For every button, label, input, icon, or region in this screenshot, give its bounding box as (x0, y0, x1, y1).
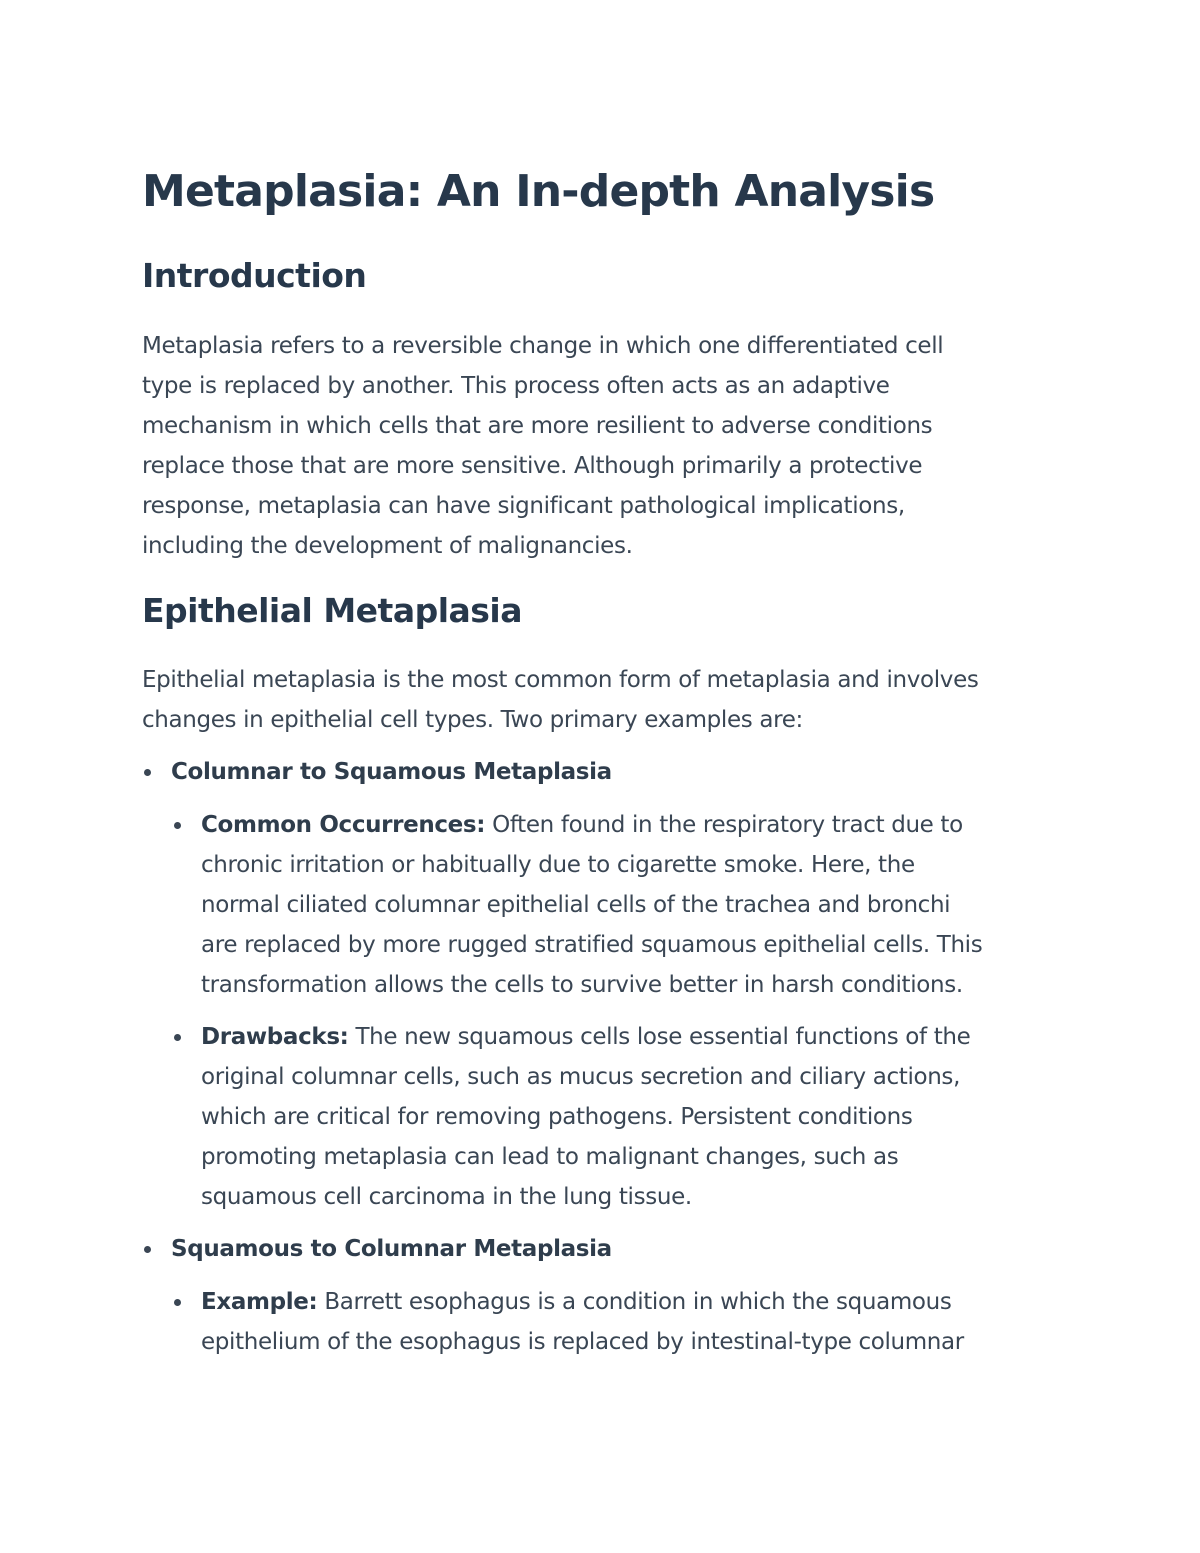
paragraph-line: Metaplasia refers to a reversible change in which one differentiated cell (142, 333, 944, 359)
sub-item-text: Often found in the respiratory tract due to (485, 812, 963, 838)
list-item-columnar-to-squamous (171, 752, 612, 792)
paragraph-line: type is replaced by another. This process often acts as an adaptive (142, 373, 890, 399)
sub-item-line: normal ciliated columnar epithelial cells of the trachea and bronchi (201, 892, 951, 918)
bullet-icon (174, 1299, 181, 1306)
list-item-title: Squamous to Columnar Metaplasia (171, 1236, 612, 1262)
section-heading-epithelial-metaplasia: Epithelial Metaplasia (142, 591, 523, 630)
sub-item-line: epithelium of the esophagus is replaced by intestinal-type columnar (201, 1329, 964, 1355)
intro-paragraph (142, 326, 1062, 566)
sub-item-line: are replaced by more rugged stratified squamous epithelial cells. This (201, 932, 983, 958)
sub-item-line: chronic irritation or habitually due to cigarette smoke. Here, the (201, 852, 915, 878)
sub-item-line: squamous cell carcinoma in the lung tissue. (201, 1184, 692, 1210)
sub-item-text: Barrett esophagus is a condition in which the squamous (317, 1289, 952, 1315)
paragraph-line: changes in epithelial cell types. Two primary examples are: (142, 707, 803, 733)
sub-list-item-drawbacks (201, 1017, 970, 1217)
paragraph-line: including the development of malignancies. (142, 533, 633, 559)
sub-list-item-example (201, 1282, 964, 1362)
sub-item-text: The new squamous cells lose essential functions of the (348, 1024, 971, 1050)
bullet-icon (144, 769, 151, 776)
bullet-icon (174, 1034, 181, 1041)
document-title: Metaplasia: An In-depth Analysis (142, 166, 935, 217)
sub-item-label: Example: (201, 1289, 318, 1315)
sub-item-line: promoting metaplasia can lead to malignant changes, such as (201, 1144, 899, 1170)
sub-list-item-common-occurrences (201, 805, 982, 1005)
list-item-squamous-to-columnar (171, 1229, 612, 1269)
sub-item-line: original columnar cells, such as mucus secretion and ciliary actions, (201, 1064, 961, 1090)
bullet-icon (144, 1246, 151, 1253)
paragraph-line: mechanism in which cells that are more resilient to adverse conditions (142, 413, 933, 439)
section-heading-introduction: Introduction (142, 256, 367, 295)
sub-item-label: Common Occurrences: (201, 812, 486, 838)
paragraph-line: replace those that are more sensitive. Although primarily a protective (142, 453, 923, 479)
sub-item-line: transformation allows the cells to survive better in harsh conditions. (201, 972, 963, 998)
epithelial-paragraph (142, 660, 1062, 740)
sub-item-line: which are critical for removing pathogens. Persistent conditions (201, 1104, 913, 1130)
list-item-title: Columnar to Squamous Metaplasia (171, 759, 612, 785)
bullet-icon (174, 822, 181, 829)
paragraph-line: Epithelial metaplasia is the most common form of metaplasia and involves (142, 667, 979, 693)
paragraph-line: response, metaplasia can have significant pathological implications, (142, 493, 905, 519)
sub-item-label: Drawbacks: (201, 1024, 349, 1050)
